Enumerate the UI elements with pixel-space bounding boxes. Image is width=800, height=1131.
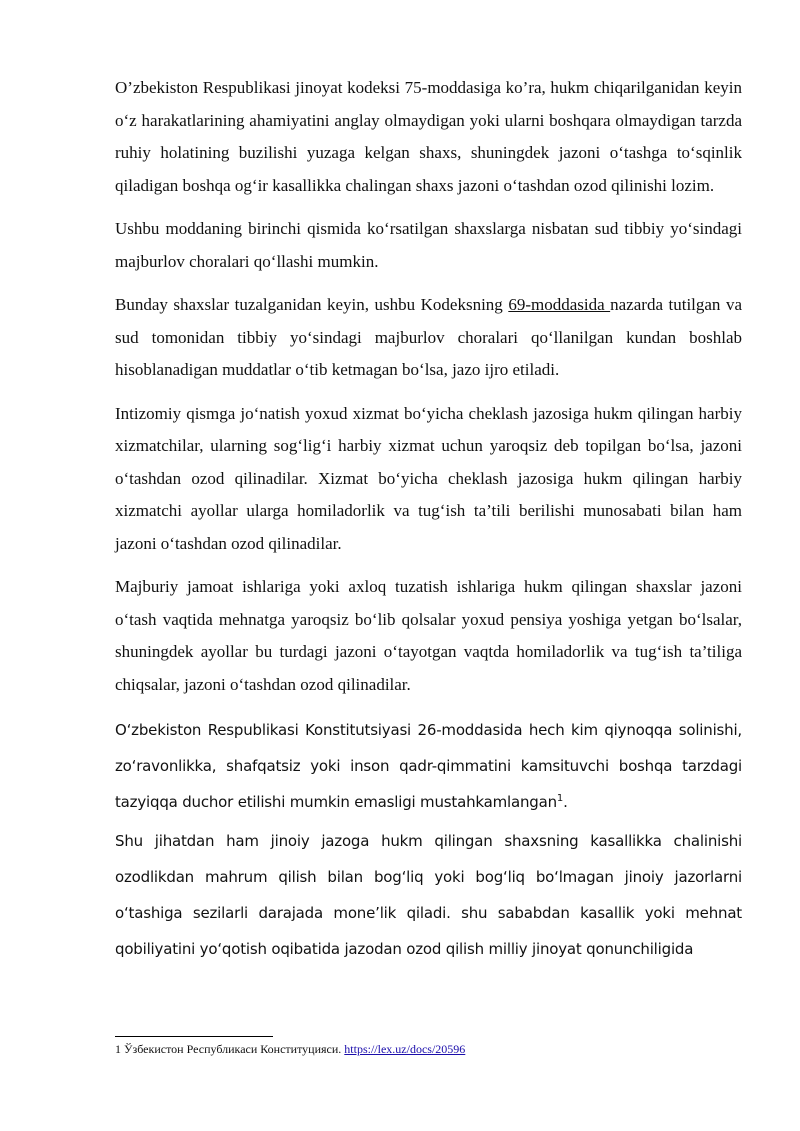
paragraph-illness-release: Shu jihatdan ham jinoiy jazoga hukm qilingan shaxsning kasallikka chalinishi ozodlikdan mahrum qilish bilan bog‘liq yoki bog‘liq bo‘lmagan jinoiy jazorlarni o‘tashiga sezilarli darajada mone’lik qiladi. shu sababdan kasallik yoki mehnat qobiliyatini yo‘qotish oqibatida jazodan ozod qilish milliy jinoyat qonunchiligida [115, 832, 742, 958]
footnote-text: 1 Ўзбекистон Республикаси Конституцияси. [115, 1042, 345, 1056]
footnote [115, 1041, 742, 1057]
paragraph-recovery-after: nazarda tutilgan va sud tomonidan tibbiy yo‘sindagi majburlov choralari qo‘llanilgan kundan boshlab hisoblanadigan muddatlar o‘tib ketmagan bo‘lsa, jazo ijro etiladi. [115, 295, 742, 379]
paragraph-medical-measures: Ushbu moddaning birinchi qismida ko‘rsatilgan shaxslarga nisbatan sud tibbiy yo‘sindagi majburlov choralari qo‘llashi mumkin. [115, 219, 742, 271]
paragraph-article-75: O’zbekiston Respublikasi jinoyat kodeksi 75-moddasiga ko’ra, hukm chiqarilganidan keyin o‘z harakatlarining ahamiyatini anglay olmaydigan yoki ularni boshqara olmaydigan tarzda ruhiy holatining buzilishi yuzaga kelgan shaxs, shuningdek jazoni o‘tashga to‘sqinlik qiladigan boshqa og‘ir kasallikka chalingan shaxs jazoni o‘tashdan ozod qilinishi lozim. [115, 78, 742, 195]
paragraph-military: Intizomiy qismga jo‘natish yoxud xizmat bo‘yicha cheklash jazosiga hukm qilingan harbiy xizmatchilar, ularning sog‘lig‘i harbiy xizmat uchun yaroqsiz deb topilgan bo‘lsa, jazoni o‘tashdan ozod qilinadilar. Xizmat bo‘yicha cheklash jazosiga hukm qilingan harbiy xizmatchi ayollar ularga homiladorlik va tug‘ish ta’tili berilishi munosabati bilan ham jazoni o‘tashdan ozod qilinadilar. [115, 403, 742, 553]
footnote-link[interactable]: https://lex.uz/docs/20596 [344, 1042, 466, 1056]
paragraph-recovery-before: Bunday shaxslar tuzalganidan keyin, ushbu Kodeksning [115, 295, 509, 314]
footnote-marker: 1 [556, 793, 564, 804]
footnote-separator [115, 1036, 273, 1037]
paragraph-recovery [115, 289, 742, 387]
paragraph-constitution-text: O‘zbekiston Respublikasi Konstitutsiyasi 26-moddasida hech kim qiynoqqa solinishi, zo‘ravonlikka, shafqatsiz yoki inson qadr-qimmatini kamsituvchi boshqa tarzdagi tazyiqqa duchor etilishi mumkin emasligi mustahkamlangan [115, 721, 742, 811]
paragraph-constitution-tail: . [563, 793, 568, 811]
paragraph-public-works: Majburiy jamoat ishlariga yoki axloq tuzatish ishlariga hukm qilingan shaxslar jazoni o‘tash vaqtida mehnatga yaroqsiz bo‘lib qolsalar yoxud pensiya yoshiga yetgan bo‘lsalar, shuningdek ayollar bu turdagi jazoni o‘tayotgan vaqtda homiladorlik va tug‘ish ta’tiliga chiqsalar, jazoni o‘tashdan ozod qilinadilar. [115, 577, 742, 694]
paragraph-constitution [115, 712, 742, 820]
document-body [115, 72, 742, 970]
article-69-link[interactable]: 69-moddasida [508, 295, 611, 314]
